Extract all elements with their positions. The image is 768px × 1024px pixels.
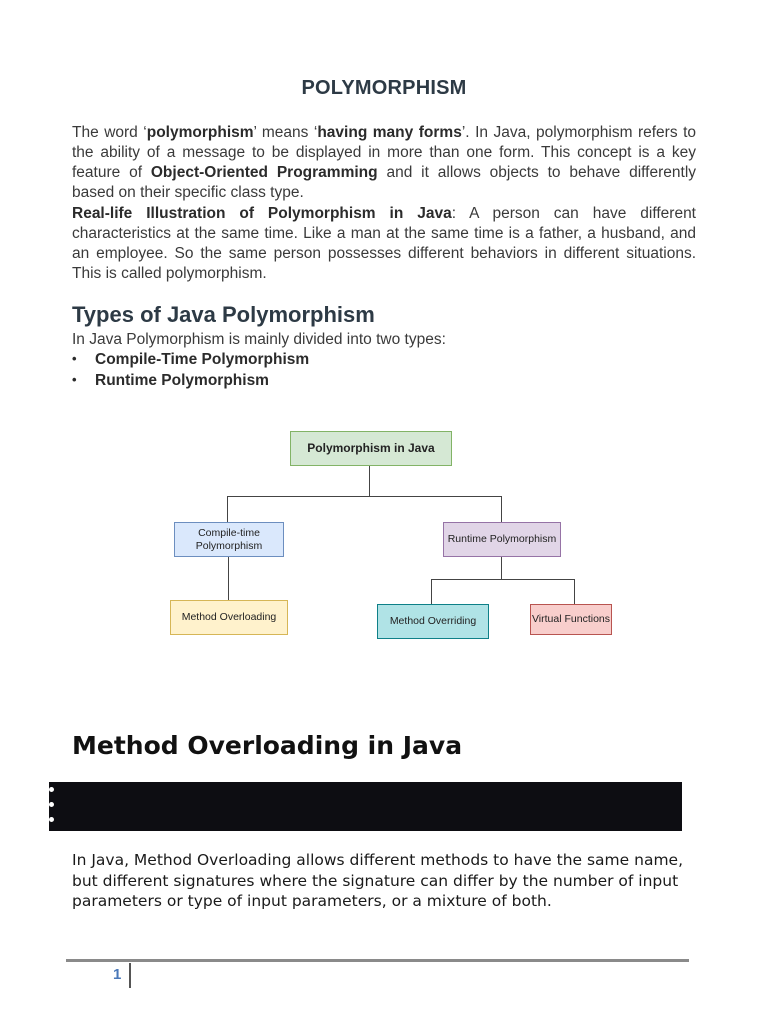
diagram-runtime-node <box>443 522 561 557</box>
diagram-root-label: Polymorphism in Java <box>307 441 435 455</box>
diagram-virtual-functions-label: Virtual Functions <box>531 613 610 625</box>
intro-text-3: ’. In Java, polymorphism refers to the ability of a message to be displayed in more than one form. This concept is a key feature of <box>72 124 696 181</box>
bullet-dot <box>49 817 54 822</box>
connector-line <box>574 579 575 604</box>
diagram-overloading-label: Method Overloading <box>181 611 277 623</box>
document-title: POLYMORPHISM <box>301 77 467 99</box>
connector-line <box>431 579 575 580</box>
types-list <box>72 351 309 392</box>
reallife-text: : A person can have different characteristics at the same time. Like a man at the same time is a father, a husband, and an employee. So the same person possesses different behaviors in different situations. This is called polymorphism. <box>72 205 696 282</box>
page-number: 1 <box>113 966 122 983</box>
diagram-overriding-node <box>377 604 489 639</box>
connector-line <box>501 496 502 522</box>
reallife-paragraph <box>72 204 696 284</box>
bullet-dot <box>49 802 54 807</box>
overloading-heading: Method Overloading in Java <box>72 731 463 760</box>
intro-text-4: and it allows objects to behave differently based on their specific class type. <box>72 164 697 201</box>
connector-line <box>227 496 228 522</box>
page-number-divider <box>129 963 131 988</box>
intro-bold-oop: Object-Oriented Programming <box>150 164 378 181</box>
intro-text-1: The word ‘ <box>72 124 147 141</box>
bullet-dot <box>49 787 54 792</box>
diagram-virtual-functions-node <box>530 604 612 635</box>
diagram-overriding-label: Method Overriding <box>389 615 477 627</box>
footer-rule <box>66 959 689 962</box>
diagram-compile-time-label: Compile-time Polymorphism <box>195 526 263 552</box>
list-item: • Compile-Time Polymorphism <box>72 351 309 372</box>
diagram-compile-time-node <box>174 522 284 557</box>
reallife-bold-heading: Real-life Illustration of Polymorphism in Java <box>72 205 452 222</box>
intro-bold-polymorphism: polymorphism <box>146 124 254 141</box>
diagram-root-node <box>290 431 452 466</box>
diagram-runtime-label: Runtime Polymorphism <box>447 533 557 545</box>
list-item: • Runtime Polymorphism <box>72 372 309 393</box>
intro-bold-having-many-forms: having many forms <box>317 124 462 141</box>
types-intro: In Java Polymorphism is mainly divided into two types: <box>72 331 446 348</box>
black-banner <box>49 782 682 831</box>
connector-line <box>227 496 502 497</box>
intro-text-2: ’ means ‘ <box>253 124 318 141</box>
intro-paragraph <box>72 123 696 203</box>
types-heading: Types of Java Polymorphism <box>72 302 375 327</box>
connector-line <box>431 579 432 604</box>
overloading-paragraph: In Java, Method Overloading allows different methods to have the same name, but different signatures where the signature can differ by the number of input parameters or type of input parameters, or a mixture of both. <box>72 851 684 910</box>
connector-line <box>501 556 502 580</box>
connector-line <box>228 556 229 600</box>
connector-line <box>369 465 370 497</box>
diagram-overloading-node <box>170 600 288 635</box>
